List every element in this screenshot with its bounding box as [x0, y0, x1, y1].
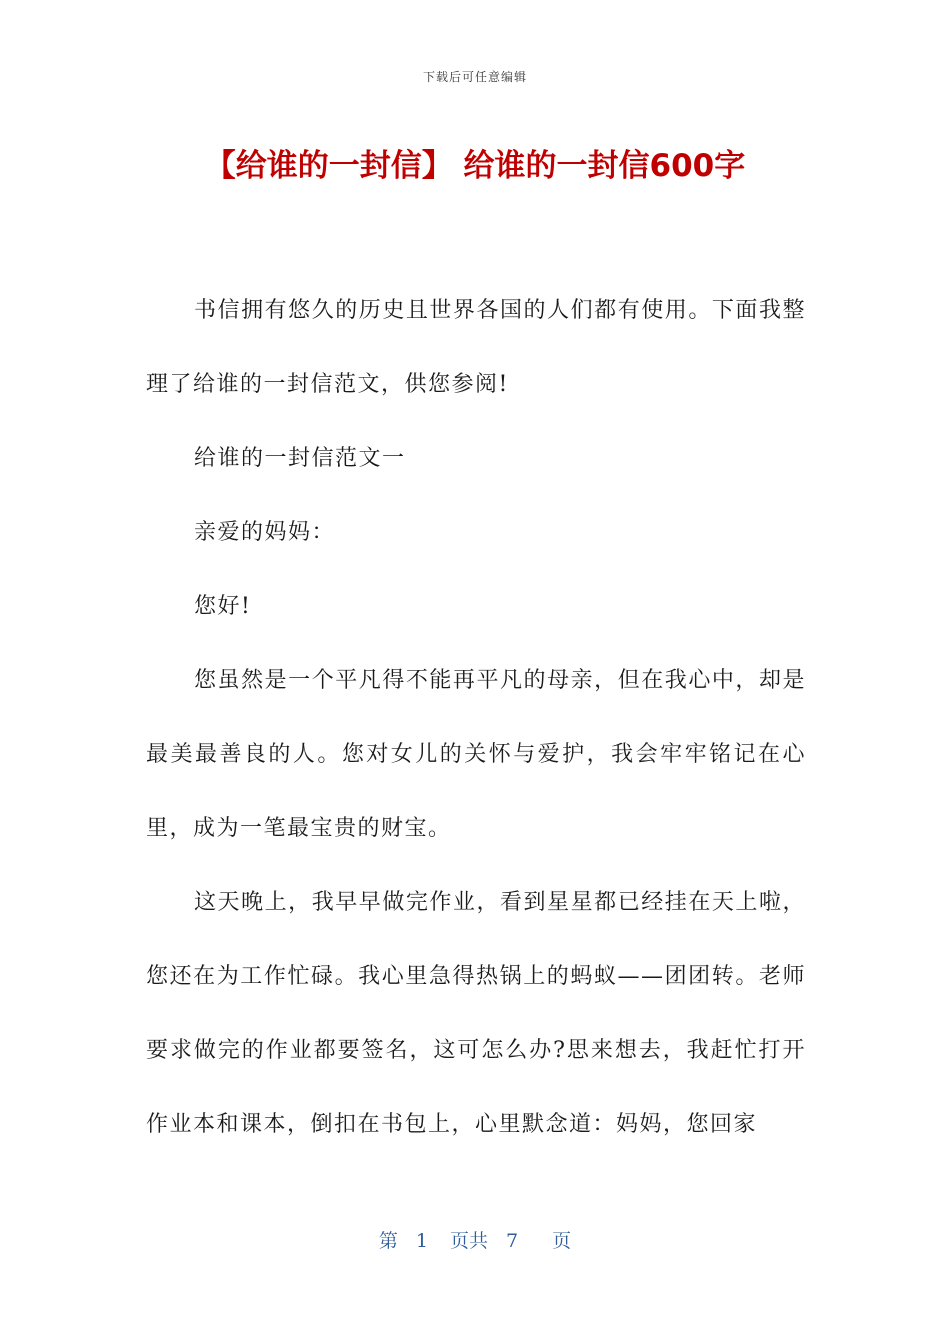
- total-label: 共: [469, 1230, 489, 1252]
- page-footer: [0, 1226, 950, 1253]
- header-note: 下载后可任意编辑: [422, 70, 527, 84]
- page-label: 第: [378, 1230, 398, 1252]
- document-title: 【给谁的一封信】 给谁的一封信600字: [204, 148, 746, 184]
- total-page-number: 7: [506, 1230, 519, 1252]
- page-suffix: 页: [449, 1230, 469, 1252]
- paragraph-body-2: 这天晚上，我早早做完作业，看到星星都已经挂在天上啦，您还在为工作忙碌。我心里急得热锅上的蚂蚁——团团转。老师要求做完的作业都要签名，这可怎么办?思来想去，我赶忙打开作业本和课本，倒扣在书包上，心里默念道：妈妈，您回家: [146, 890, 806, 1137]
- document-body: [146, 274, 806, 1162]
- paragraph-body-1: 您虽然是一个平凡得不能再平凡的母亲，但在我心中，却是最美最善良的人。您对女儿的关怀与爱护，我会牢牢铭记在心里，成为一笔最宝贵的财宝。: [146, 668, 806, 841]
- current-page-number: 1: [415, 1230, 428, 1252]
- paragraph-intro: 书信拥有悠久的历史且世界各国的人们都有使用。下面我整理了给谁的一封信范文，供您参阅!: [146, 298, 806, 397]
- paragraph-greeting: 您好!: [194, 594, 252, 619]
- paragraph-salutation: 亲爱的妈妈：: [194, 520, 336, 545]
- paragraph-section-heading: 给谁的一封信范文一: [194, 446, 406, 471]
- total-suffix: 页: [552, 1230, 572, 1252]
